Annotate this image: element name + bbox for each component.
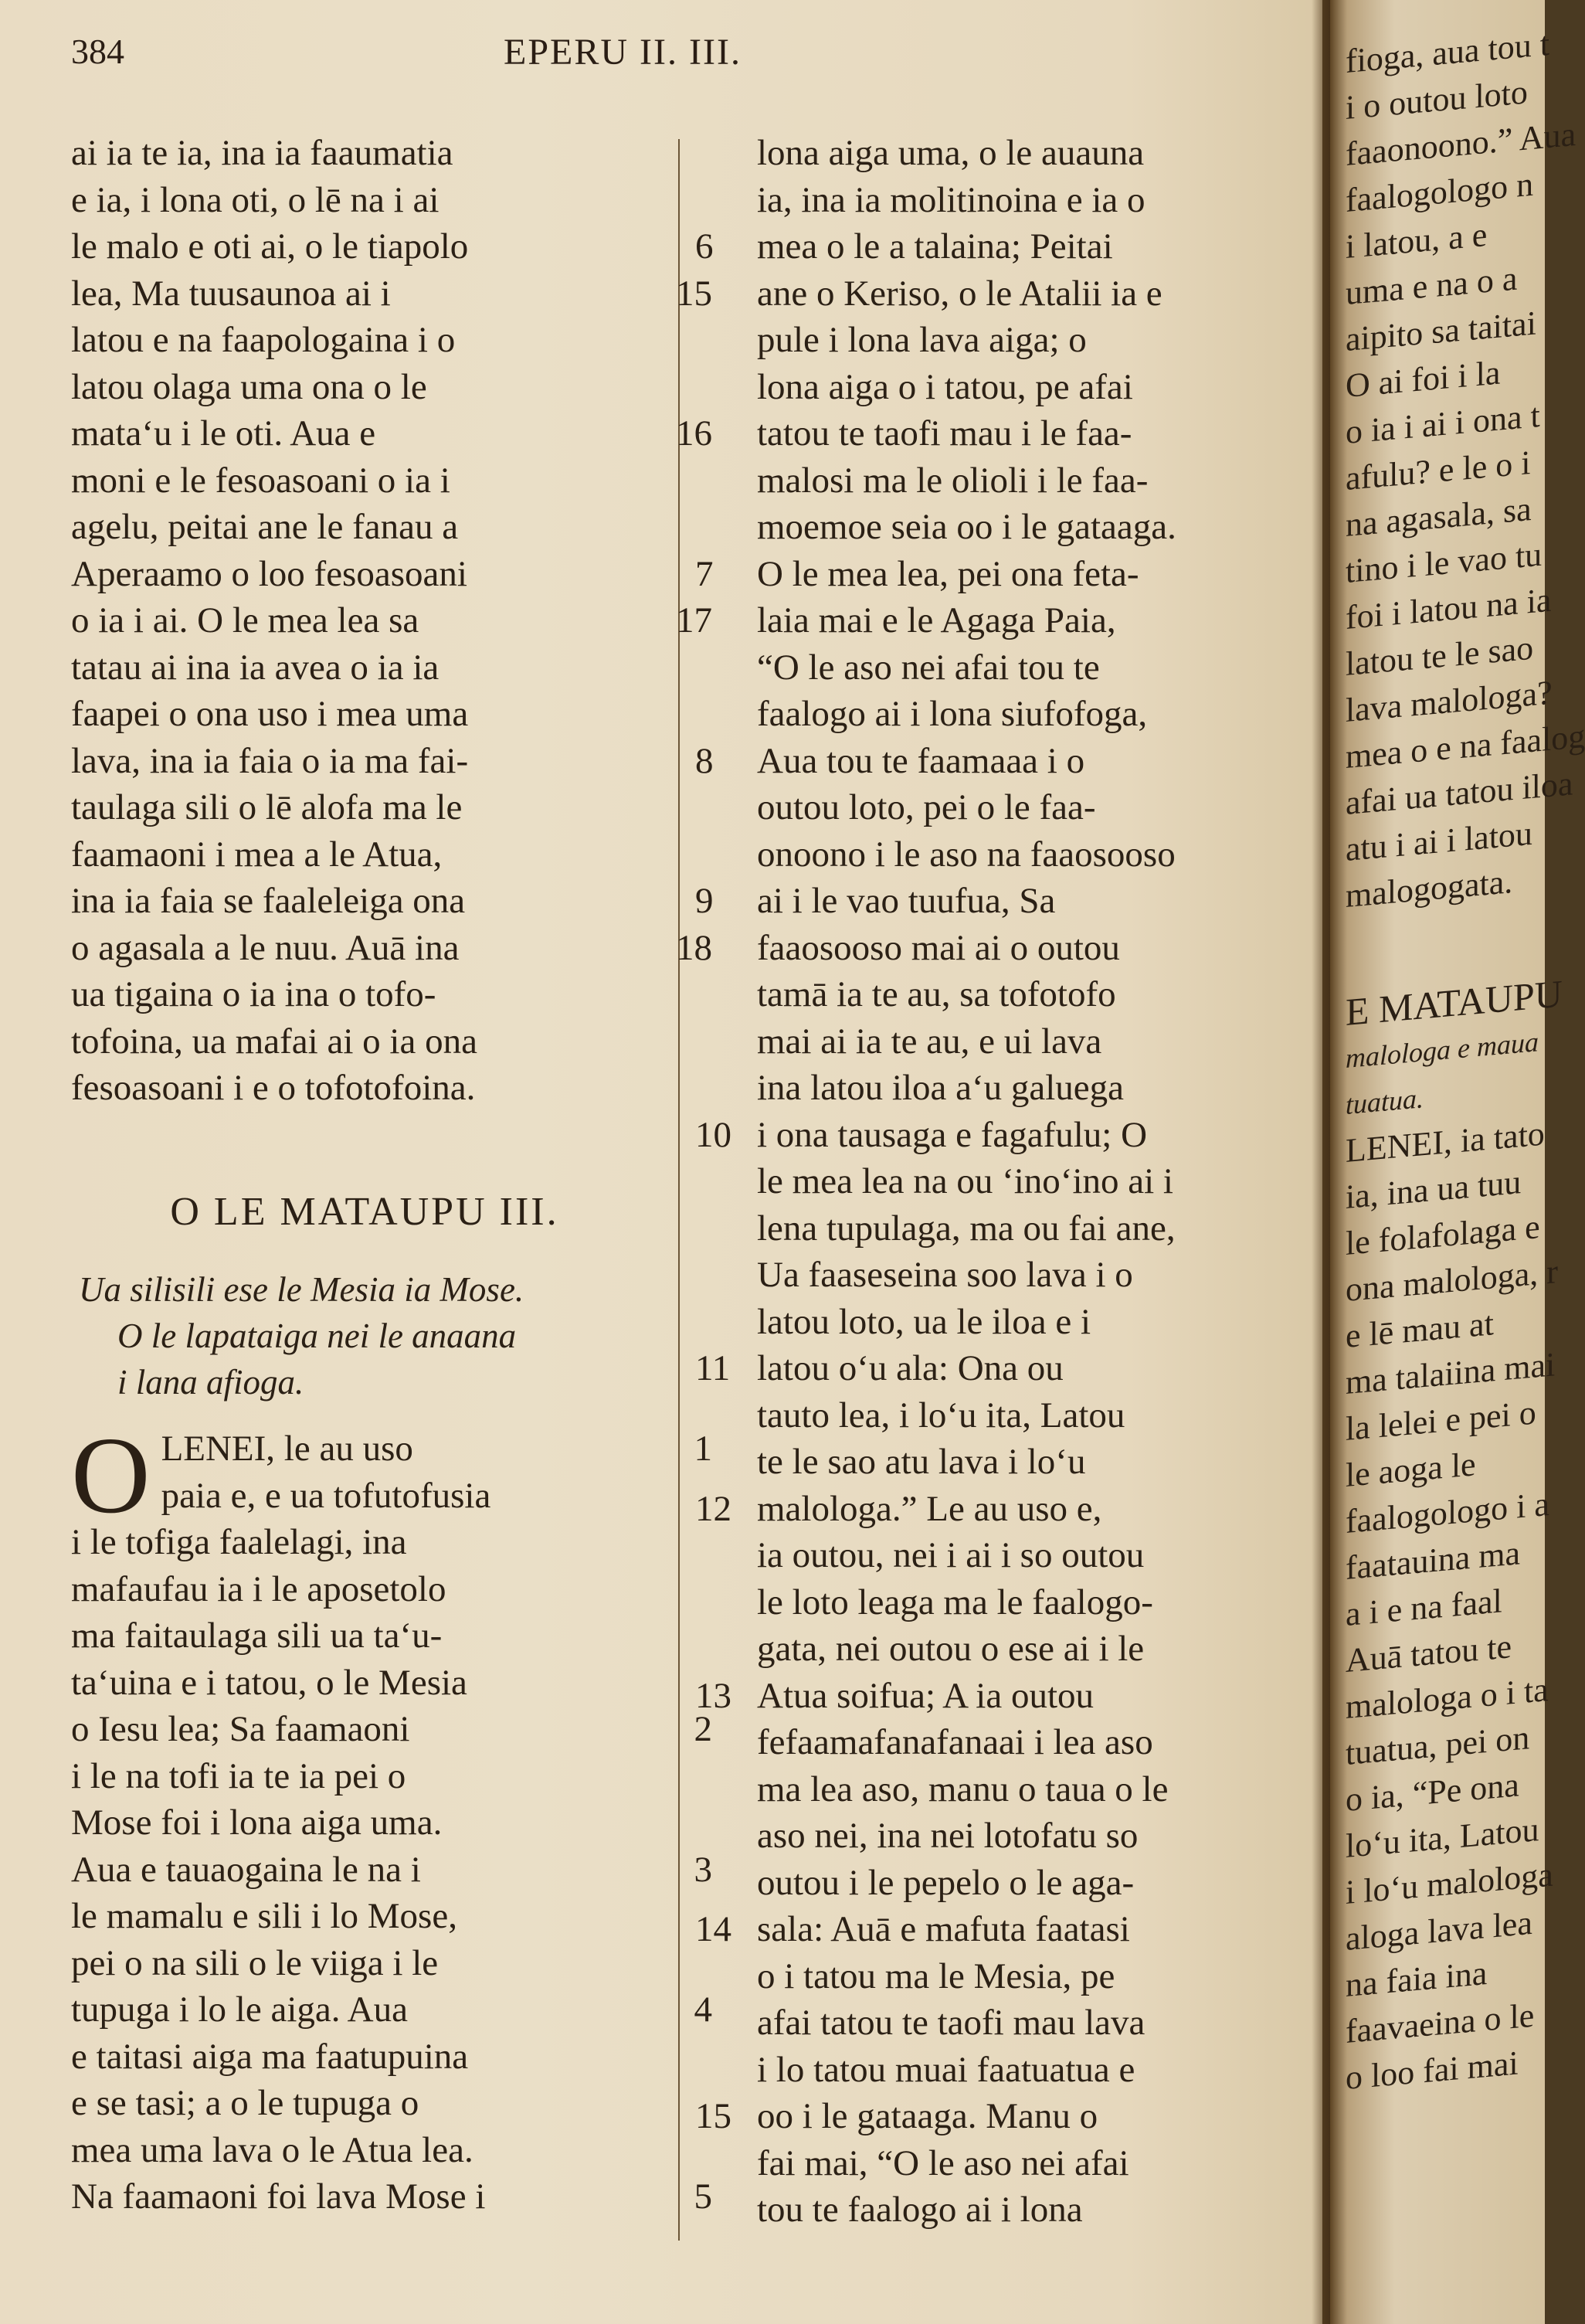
text-line xyxy=(757,1626,1290,1673)
line-text: tatau ai ina ia avea o ia ia xyxy=(71,647,440,688)
facing-line: faalogologo i a xyxy=(1346,1484,1549,1541)
facing-line: malologa e maua xyxy=(1346,1026,1539,1074)
text-line xyxy=(71,1473,658,1520)
text-line xyxy=(757,410,1290,457)
text-line xyxy=(695,1673,1290,1720)
line-text: le loto leaga ma le faalogo- xyxy=(757,1582,1153,1622)
text-line xyxy=(71,1753,658,1800)
right-column xyxy=(695,130,1290,2234)
line-text: outou loto, pei o le faa- xyxy=(757,787,1096,827)
text-line xyxy=(71,551,658,598)
facing-line: ma talaiina mai xyxy=(1346,1345,1556,1402)
text-line xyxy=(757,1953,1290,2000)
verse-number: 12 xyxy=(695,1488,731,1529)
verse-number: 11 xyxy=(695,1348,731,1388)
line-text: sala: Auā e mafuta faatasi xyxy=(757,1909,1130,1949)
line-text: paia e, e ua tofutofusia xyxy=(161,1475,491,1516)
line-text: i le tofiga faalelagi, ina xyxy=(71,1522,407,1562)
line-text: ma lea aso, manu o taua o le xyxy=(757,1768,1169,1809)
text-line xyxy=(71,1018,658,1065)
facing-line: la lelei e pei o xyxy=(1346,1393,1536,1448)
line-text: mata‘u i le oti. Aua e xyxy=(71,413,376,454)
line-text: o agasala a le nuu. Auā ina xyxy=(71,927,460,968)
facing-line: i o outou loto xyxy=(1346,73,1528,127)
line-text: lea, Ma tuusaunoa ai i xyxy=(71,273,391,314)
verse-number: 16 xyxy=(676,413,712,454)
line-text: i le na tofi ia te ia pei o xyxy=(71,1755,406,1796)
line-text: Atua soifua; A ia outou xyxy=(757,1675,1095,1716)
line-text: tou te faalogo ai i lona xyxy=(757,2190,1083,2230)
text-line xyxy=(695,223,1290,270)
facing-line: foi i latou na ia xyxy=(1346,580,1552,637)
summary-line: O le lapataiga nei le anaana xyxy=(117,1317,517,1355)
line-text: i ona tausaga e fagafulu; O xyxy=(757,1114,1148,1155)
line-text: le mamalu e sili i lo Mose, xyxy=(71,1896,457,1936)
text-line xyxy=(757,1579,1290,1626)
text-line xyxy=(695,551,1290,598)
facing-line: tuatua, pei on xyxy=(1346,1718,1530,1772)
line-text: tatou te taofi mau i le faa- xyxy=(757,413,1132,454)
facing-page-lines-bottom xyxy=(1346,1109,1558,2101)
line-text: tamā ia te au, sa tofotofo xyxy=(757,974,1116,1014)
verse-number: 6 xyxy=(695,226,714,267)
text-line xyxy=(71,1847,712,1894)
page-number: 384 xyxy=(71,32,124,71)
text-line xyxy=(757,971,1290,1018)
verse-number: 14 xyxy=(695,1909,731,1949)
text-line xyxy=(71,410,712,457)
line-text: Na faamaoni foi lava Mose i xyxy=(71,2176,486,2217)
line-text: Aua e tauaogaina le na i xyxy=(71,1849,421,1890)
facing-line: i latou, a e xyxy=(1346,215,1488,266)
line-text: le malo e oti ai, o le tiapolo xyxy=(71,226,469,267)
text-line xyxy=(757,831,1290,878)
text-line xyxy=(71,2173,712,2220)
text-line xyxy=(757,784,1290,831)
text-line xyxy=(757,925,1290,972)
line-text: mafaufau ia i le aposetolo xyxy=(71,1568,446,1609)
line-text: Ua faaseseina soo lava i o xyxy=(757,1255,1133,1295)
text-line xyxy=(71,223,658,270)
text-line xyxy=(71,2034,658,2081)
text-line xyxy=(757,457,1290,505)
line-text: faalogo ai i lona siufofoga, xyxy=(757,694,1148,734)
facing-line: a i e na faal xyxy=(1346,1582,1502,1633)
text-line xyxy=(757,1860,1290,1907)
facing-line: faatauina ma xyxy=(1346,1534,1520,1587)
text-line xyxy=(757,1065,1290,1112)
right-column-lines xyxy=(695,130,1290,2234)
text-line xyxy=(695,1486,1290,1533)
facing-page-summary xyxy=(1346,1017,1554,1128)
line-text: Aua tou te faamaaa i o xyxy=(757,740,1085,781)
facing-page-fragment xyxy=(1330,0,1585,2324)
text-line xyxy=(757,270,1290,318)
line-text: o ia i ai. O le mea lea sa xyxy=(71,600,419,640)
verse-number: 9 xyxy=(695,881,714,921)
text-line xyxy=(757,504,1290,551)
text-line xyxy=(695,1112,1290,1159)
facing-line: LENEI, ia tato xyxy=(1346,1114,1545,1170)
facing-page-text xyxy=(1346,20,1585,2101)
text-line xyxy=(71,644,658,691)
left-column xyxy=(71,130,712,2220)
text-line xyxy=(757,1766,1290,1813)
text-line xyxy=(757,1252,1290,1299)
text-line xyxy=(757,1532,1290,1579)
facing-line: o ia, “Pe ona xyxy=(1346,1765,1519,1819)
line-text: LENEI, le au uso xyxy=(161,1429,413,1469)
line-text: lava, ina ia faia o ia ma fai- xyxy=(71,740,469,781)
facing-line: e lē mau at xyxy=(1346,1304,1494,1355)
line-text: aso nei, ina nei lotofatu so xyxy=(757,1816,1139,1856)
text-line xyxy=(71,457,658,505)
running-head: EPERU II. III. xyxy=(504,32,742,73)
line-text: latou loto, ua le iloa e i xyxy=(757,1301,1091,1342)
text-line xyxy=(757,317,1290,364)
facing-line: i lo‘u malologa xyxy=(1346,1855,1553,1911)
verse-number: 4 xyxy=(694,1989,712,2030)
facing-line: lo‘u ita, Latou xyxy=(1346,1810,1539,1865)
facing-line: faaonoono.” Aua xyxy=(1346,114,1577,173)
line-text: malologa.” Le au uso e, xyxy=(757,1488,1102,1529)
text-line xyxy=(757,597,1290,644)
facing-page-chapter-title: E MATAUPU xyxy=(1346,971,1563,1034)
facing-page-lines-top xyxy=(1346,20,1585,919)
facing-line: na faia ina xyxy=(1346,1953,1488,2004)
text-line xyxy=(71,177,658,224)
line-text: ma faitaulaga sili ua ta‘u- xyxy=(71,1616,443,1656)
text-line xyxy=(71,1065,658,1112)
line-text: outou i le pepelo o le aga- xyxy=(757,1862,1135,1903)
verse-number: 13 xyxy=(695,1675,731,1716)
line-text: le mea lea na ou ‘ino‘ino ai i xyxy=(757,1161,1173,1201)
line-text: faaosooso mai ai o outou xyxy=(757,927,1120,968)
summary-line: i lana afioga. xyxy=(117,1363,304,1402)
verse-number: 5 xyxy=(694,2176,712,2217)
verse-number: 2 xyxy=(694,1709,712,1749)
line-text: Mose foi i lona aiga uma. xyxy=(71,1802,443,1843)
line-text: Aperaamo o loo fesoasoani xyxy=(71,553,467,594)
facing-line: le folafolaga e xyxy=(1346,1207,1540,1262)
line-text: e taitasi aiga ma faatupuina xyxy=(71,2036,469,2077)
text-line xyxy=(71,1940,658,1987)
facing-line: o loo fai mai xyxy=(1346,2044,1519,2097)
text-line xyxy=(71,784,658,831)
line-text: mea uma lava o le Atua lea. xyxy=(71,2129,473,2170)
text-line xyxy=(71,364,658,411)
facing-line: faavaeina o le xyxy=(1346,1996,1535,2050)
summary-line: Ua silisili ese le Mesia ia Mose. xyxy=(79,1270,524,1309)
text-line xyxy=(71,738,658,785)
line-text: ta‘uina e i tatou, o le Mesia xyxy=(71,1662,467,1703)
line-text: O le mea lea, pei ona feta- xyxy=(757,553,1139,594)
line-text: moni e le fesoasoani o ia i xyxy=(71,460,450,501)
text-line xyxy=(757,1392,1290,1439)
text-line xyxy=(757,364,1290,411)
verse-number: 18 xyxy=(676,927,712,968)
facing-line: lava malologa? xyxy=(1346,673,1553,729)
line-text: e ia, i lona oti, o lē na i ai xyxy=(71,179,440,220)
line-text: tauto lea, i lo‘u ita, Latou xyxy=(757,1395,1125,1436)
text-line xyxy=(757,1299,1290,1346)
line-text: fefaamafanafanaai i lea aso xyxy=(757,1722,1153,1762)
text-line xyxy=(757,2186,1290,2234)
line-text: gata, nei outou o ese ai i le xyxy=(757,1629,1145,1669)
line-text: ina ia faia se faaleleiga ona xyxy=(71,881,466,921)
verse-number: 17 xyxy=(676,600,712,640)
text-line xyxy=(71,130,658,177)
text-line xyxy=(71,691,658,738)
chapter-3-text xyxy=(71,1414,712,2220)
facing-line: ia, ina ua tuu xyxy=(1346,1163,1522,1216)
line-text: pule i lona lava aiga; o xyxy=(757,320,1087,360)
line-text: lona aiga uma, o le auauna xyxy=(757,133,1145,173)
text-line xyxy=(71,831,658,878)
line-text: malosi ma le olioli i le faa- xyxy=(757,460,1149,501)
text-line xyxy=(757,1439,1290,1486)
facing-line: afai ua tatou iloa xyxy=(1346,764,1573,822)
text-line xyxy=(71,1425,712,1473)
drop-cap: O xyxy=(71,1414,151,1536)
facing-line: latou te le sao xyxy=(1346,628,1534,683)
text-line xyxy=(71,1893,658,1940)
verse-number: 15 xyxy=(695,2096,731,2136)
text-line xyxy=(71,317,658,364)
text-line xyxy=(757,1205,1290,1252)
facing-line: aipito sa taitai xyxy=(1346,304,1536,358)
facing-line: tino i le vao tu xyxy=(1346,535,1543,590)
line-text: oo i le gataaga. Manu o xyxy=(757,2096,1098,2136)
verse-number: 15 xyxy=(676,273,712,314)
text-line xyxy=(71,2080,658,2127)
line-text: ai i le vao tuufua, Sa xyxy=(757,881,1056,921)
line-text: afai tatou te taofi mau lava xyxy=(757,2003,1145,2043)
line-text: fai mai, “O le aso nei afai xyxy=(757,2142,1129,2183)
facing-line: tuatua. xyxy=(1346,1082,1424,1120)
line-text: o Iesu lea; Sa faamaoni xyxy=(71,1709,410,1749)
line-text: ai ia te ia, ina ia faaumatia xyxy=(71,133,453,173)
text-line xyxy=(757,177,1290,224)
text-line xyxy=(71,925,712,972)
verse-number: 3 xyxy=(694,1849,712,1890)
facing-line: le aoga le xyxy=(1346,1445,1476,1494)
line-text: “O le aso nei afai tou te xyxy=(757,647,1100,688)
line-text: fesoasoani i e o tofotofoina. xyxy=(71,1068,476,1108)
text-line xyxy=(757,1158,1290,1205)
text-line xyxy=(71,1706,712,1753)
chapter-3-lines xyxy=(71,1414,712,2220)
text-line xyxy=(71,1799,658,1847)
text-line xyxy=(695,1345,1290,1392)
line-text: lona aiga o i tatou, pe afai xyxy=(757,366,1133,407)
line-text: ia outou, nei i ai i so outou xyxy=(757,1535,1145,1575)
facing-line: Auā tatou te xyxy=(1346,1627,1512,1680)
verse-number: 8 xyxy=(695,740,714,781)
facing-line: malogogata. xyxy=(1346,862,1513,915)
line-text: taulaga sili o lē alofa ma le xyxy=(71,787,463,827)
facing-line: na agasala, sa xyxy=(1346,489,1532,544)
line-text: ia, ina ia molitinoina e ia o xyxy=(757,179,1145,220)
line-text: latou o‘u ala: Ona ou xyxy=(757,1348,1064,1388)
text-line xyxy=(71,2127,658,2174)
line-text: i lo tatou muai faatuatua e xyxy=(757,2049,1135,2090)
line-text: agelu, peitai ane le fanau a xyxy=(71,507,459,547)
verse-number: 10 xyxy=(695,1114,731,1155)
text-line xyxy=(71,971,658,1018)
facing-line: afulu? e le o i xyxy=(1346,443,1531,498)
text-line xyxy=(695,878,1290,925)
facing-line: mea o e na faalog xyxy=(1346,716,1585,776)
verse-number: 1 xyxy=(694,1429,712,1469)
line-text: mea o le a talaina; Peitai xyxy=(757,226,1113,267)
facing-line: atu i ai i latou xyxy=(1346,814,1532,868)
facing-line: aloga lava lea xyxy=(1346,1903,1532,1958)
text-line xyxy=(71,1612,658,1660)
chapter-summary xyxy=(71,1266,658,1405)
line-text: o i tatou ma le Mesia, pe xyxy=(757,1955,1115,1996)
text-line xyxy=(71,1986,712,2034)
line-text: faamaoni i mea a le Atua, xyxy=(71,834,443,875)
text-line xyxy=(695,1906,1290,1953)
text-line xyxy=(71,1519,658,1566)
line-text: tofoina, ua mafai ai o ia ona xyxy=(71,1021,477,1062)
chapter-title: O LE MATAUPU III. xyxy=(170,1189,559,1234)
text-line xyxy=(695,738,1290,785)
page-header xyxy=(71,31,1261,85)
facing-line: malologa o i ta xyxy=(1346,1670,1549,1726)
line-text: onoono i le aso na faaosooso xyxy=(757,834,1176,875)
verse-number: 7 xyxy=(695,553,714,594)
line-text: e se tasi; a o le tupuga o xyxy=(71,2083,419,2123)
text-line xyxy=(71,878,658,925)
line-text: te le sao atu lava i lo‘u xyxy=(757,1442,1086,1482)
line-text: mai ai ia te au, e ui lava xyxy=(757,1021,1102,1062)
text-line xyxy=(757,691,1290,738)
facing-line: ona malologa, r xyxy=(1346,1252,1558,1309)
text-line xyxy=(757,1719,1290,1766)
text-line xyxy=(71,1660,658,1707)
text-line xyxy=(71,270,712,318)
facing-line: o ia i ai i ona t xyxy=(1346,396,1540,451)
line-text: lena tupulaga, ma ou fai ane, xyxy=(757,1208,1176,1249)
text-line xyxy=(695,2093,1290,2140)
facing-line: uma e na o a xyxy=(1346,259,1518,312)
facing-line: faalogologo n xyxy=(1346,165,1534,219)
line-text: ua tigaina o ia ina o tofo- xyxy=(71,974,436,1014)
line-text: latou e na faapologaina i o xyxy=(71,320,456,360)
text-line xyxy=(757,1018,1290,1065)
text-line xyxy=(757,2140,1290,2187)
line-text: tupuga i lo le aiga. Aua xyxy=(71,1989,408,2030)
line-text: ane o Keriso, o le Atalii ia e xyxy=(757,273,1162,314)
line-text: laia mai e le Agaga Paia, xyxy=(757,600,1116,640)
text-line xyxy=(757,2047,1290,2094)
line-text: ina latou iloa a‘u galuega xyxy=(757,1068,1125,1108)
text-line xyxy=(71,504,658,551)
line-text: pei o na sili o le viiga i le xyxy=(71,1942,439,1983)
text-line xyxy=(757,1813,1290,1860)
facing-line: O ai foi i la xyxy=(1346,353,1501,405)
text-line xyxy=(71,597,712,644)
text-line xyxy=(757,2000,1290,2047)
chapter-2-continuation xyxy=(71,130,712,1112)
line-text: latou olaga uma ona o le xyxy=(71,366,427,407)
line-text: faapei o ona uso i mea uma xyxy=(71,694,469,734)
text-line xyxy=(71,1566,658,1613)
text-line xyxy=(757,644,1290,691)
text-line xyxy=(757,130,1290,177)
facing-line: fioga, aua tou t xyxy=(1346,24,1549,80)
line-text: moemoe seia oo i le gataaga. xyxy=(757,507,1176,547)
